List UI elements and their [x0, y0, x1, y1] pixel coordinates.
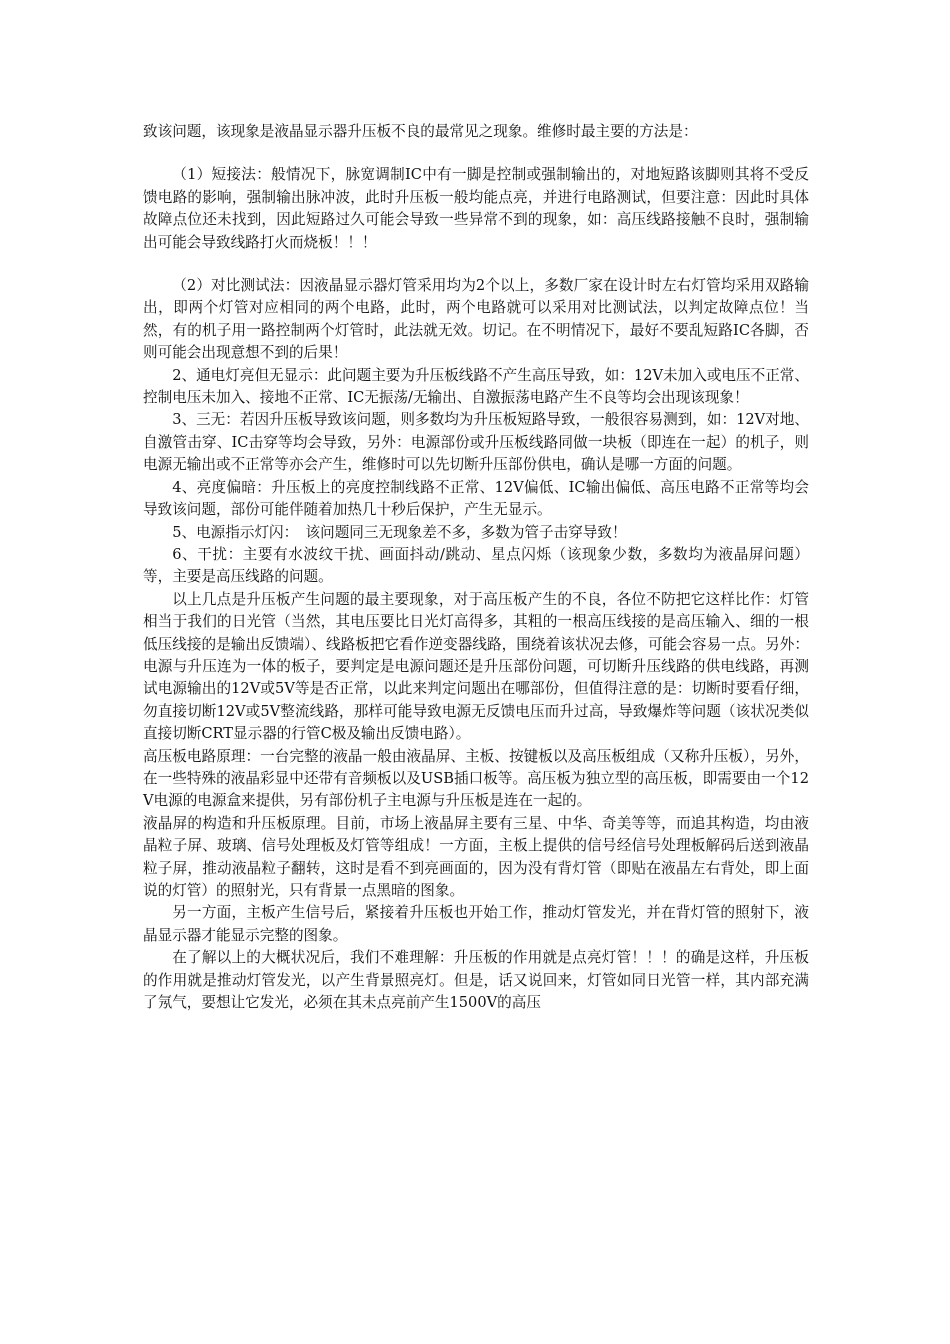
paragraph-comparison-method: （2）对比测试法：因液晶显示器灯管采用均为2个以上，多数厂家在设计时左右灯管均采用双路输出，即两个灯管对应相同的两个电路，此时，两个电路就可以采用对比测试法，以判定故障点位！当然，有的机子用一路控制两个灯管时，此法就无效。切记。在不明情况下，最好不要乱短路IC各脚，否则可能会出现意想不到的后果！	[143, 277, 809, 362]
paragraph-lamp-on-no-display: 2、通电灯亮但无显示：此问题主要为升压板线路不产生高压导致，如：12V未加入或电压不正常、控制电压未加入、接地不正常、IC无振荡/无输出、自激振荡电路产生不良等均会出现该现象！	[143, 366, 809, 407]
document-body	[143, 121, 809, 1014]
paragraph-summary: 以上几点是升压板产生问题的最主要现象，对于高压板产生的不良，各位不防把它这样比作：灯管相当于我们的日光管（当然，其电压要比日光灯高得多，其粗的一根高压线接的是高压输入、细的一根低压线接的是输出反馈端）、线路板把它看作逆变器线路，围绕着该状况去修，可能会容易一点。另外：电源与升压连为一体的板子，要判定是电源问题还是升压部份问题，可切断升压线路的供电线路，再测试电源输出的12V或5V等是否正常，以此来判定问题出在哪部份，但值得注意的是：切断时要看仔细，勿直接切断12V或5V整流线路，那样可能导致电源无反馈电压而升过高，导致爆炸等问题（该状况类似直接切断CRT显示器的行管C极及输出反馈电路）。	[143, 590, 809, 743]
paragraph-three-none: 3、三无：若因升压板导致该问题，则多数均为升压板短路导致，一般很容易测到，如：12V对地、自激管击穿、IC击穿等均会导致，另外：电源部份或升压板线路同做一块板（即连在一起）的机子，则电源无输出或不正常等亦会产生，维修时可以先切断升压部份供电，确认是哪一方面的问题。	[143, 411, 809, 474]
paragraph-interference: 6、干扰：主要有水波纹干扰、画面抖动/跳动、星点闪烁（该现象少数，多数均为液晶屏问题）等，主要是高压线路的问题。	[143, 545, 809, 586]
paragraph-intro: 致该问题，该现象是液晶显示器升压板不良的最常见之现象。维修时最主要的方法是：	[143, 123, 698, 140]
paragraph-understanding: 在了解以上的大概状况后，我们不难理解：升压板的作用就是点亮灯管！！！的确是这样，升压板的作用就是推动灯管发光，以产生背景照亮灯。但是，话又说回来，灯管如同日光管一样，其内部充满了氖气，要想让它发光，必须在其未点亮前产生1500V的高压	[143, 949, 809, 1012]
paragraph-short-circuit-method: （1）短接法：般情况下，脉宽调制IC中有一脚是控制或强制输出的，对地短路该脚则其将不受反馈电路的影响，强制输出脉冲波，此时升压板一般均能点亮，并进行电路测试，但要注意：因此时具体故障点位还未找到，因此短路过久可能会导致一些异常不到的现象，如：高压线路接触不良时，强制输出可能会导致线路打火而烧板！！！	[143, 166, 809, 251]
paragraph-power-light-blink: 5、电源指示灯闪： 该问题同三无现象差不多，多数为管子击穿导致！	[172, 523, 627, 541]
paragraph-lcd-structure: 液晶屏的构造和升压板原理。目前，市场上液晶屏主要有三星、中华、奇美等等，而追其构造，均由液晶粒子屏、玻璃、信号处理板及灯管等组成！一方面，主板上提供的信号经信号处理板解码后送到液晶粒子屏，推动液晶粒子翻转，这时是看不到亮画面的，因为没有背灯管（即贴在液晶左右背处，即上面说的灯管）的照射光，只有背景一点黑暗的图象。	[143, 814, 809, 899]
paragraph-circuit-principle: 高压板电路原理：一台完整的液晶一般由液晶屏、主板、按键板以及高压板组成（又称升压板），另外，在一些特殊的液晶彩显中还带有音频板以及USB插口板等。高压板为独立型的高压板，即需要由一个12V电源的电源盒来提供，另有部份机子主电源与升压板是连在一起的。	[143, 747, 809, 810]
paragraph-dim-brightness: 4、亮度偏暗：升压板上的亮度控制线路不正常、12V偏低、IC输出偏低、高压电路不正常等均会导致该问题，部份可能伴随着加热几十秒后保护，产生无显示。	[143, 478, 809, 519]
paragraph-other-side: 另一方面，主板产生信号后，紧接着升压板也开始工作，推动灯管发光，并在背灯管的照射下，液晶显示器才能显示完整的图象。	[143, 904, 809, 944]
